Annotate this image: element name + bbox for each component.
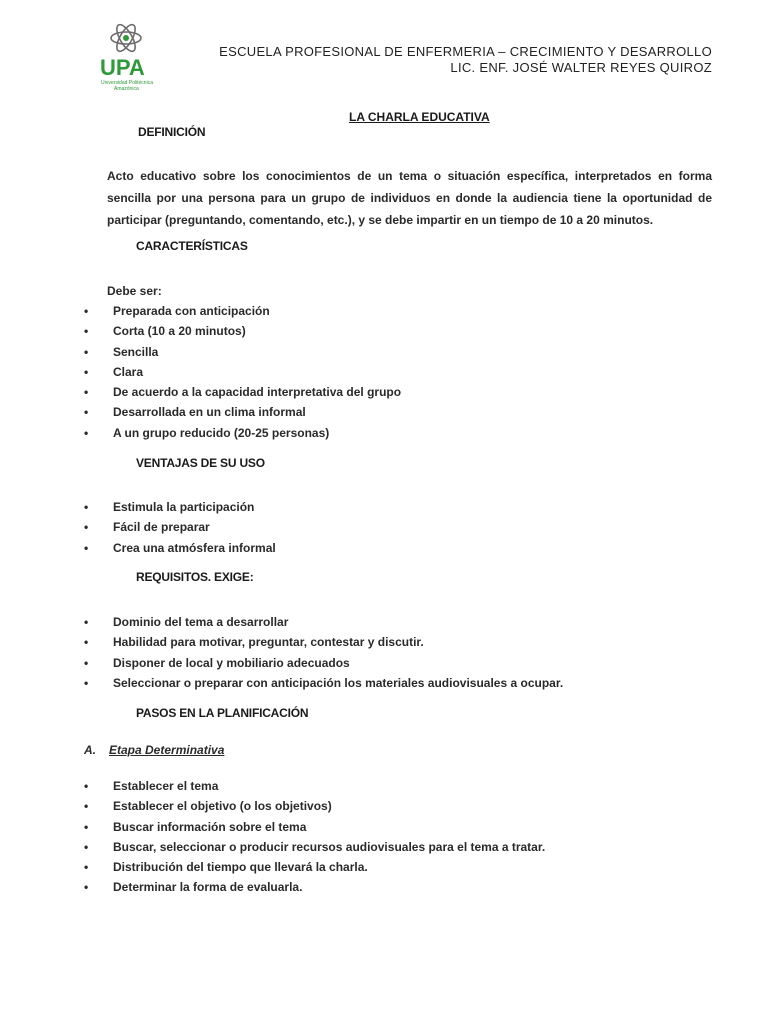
bullet-icon: • [84, 304, 89, 318]
page-header [219, 44, 712, 76]
list-item: • Fácil de preparar [84, 517, 276, 537]
bullet-icon: • [84, 615, 89, 629]
bullet-icon: • [84, 344, 89, 359]
upa-logo [96, 18, 160, 94]
svg-text:Amazónica: Amazónica [114, 86, 139, 92]
requisitos-list [84, 612, 563, 693]
bullet-icon: • [84, 405, 89, 420]
list-item: • Clara [84, 362, 401, 382]
bullet-icon: • [84, 324, 89, 339]
stage-heading [84, 743, 224, 757]
heading-ventajas: VENTAJAS DE SU USO [136, 456, 265, 470]
bullet-icon: • [84, 540, 89, 555]
list-item: • Buscar, seleccionar o producir recursos audiovisuales para el tema a tratar. [84, 837, 545, 857]
stage-name: Etapa Determinativa [109, 743, 225, 757]
svg-text:UPA: UPA [100, 55, 145, 80]
list-item: • Crea una atmósfera informal [84, 538, 276, 558]
bullet-icon: • [84, 839, 89, 854]
bullet-icon: • [84, 364, 89, 379]
bullet-icon: • [84, 860, 89, 875]
list-item: • Corta (10 a 20 minutos) [84, 321, 401, 341]
bullet-icon: • [84, 779, 89, 793]
bullet-icon: • [84, 385, 89, 400]
atom-icon [96, 18, 160, 94]
bullet-icon: • [84, 425, 89, 440]
bullet-icon: • [84, 500, 89, 514]
list-item: • Seleccionar o preparar con anticipación los materiales audiovisuales a ocupar. [84, 673, 563, 693]
list-item: • Sencilla [84, 342, 401, 362]
caracteristicas-list [84, 301, 401, 443]
list-item: • Determinar la forma de evaluarla. [84, 877, 545, 897]
heading-requisitos: REQUISITOS. EXIGE: [136, 570, 254, 584]
heading-caracteristicas: CARACTERÍSTICAS [136, 239, 248, 253]
list-item: • A un grupo reducido (20-25 personas) [84, 423, 401, 443]
bullet-icon: • [84, 880, 89, 895]
bullet-icon: • [84, 819, 89, 834]
header-school: ESCUELA PROFESIONAL DE ENFERMERIA – CRECIMIENTO Y DESARROLLO [219, 44, 712, 59]
heading-pasos: PASOS EN LA PLANIFICACIÓN [136, 706, 309, 720]
bullet-icon: • [84, 635, 89, 650]
document-title: LA CHARLA EDUCATIVA [349, 110, 490, 124]
list-item: • Desarrollada en un clima informal [84, 402, 401, 422]
pasos-list [84, 776, 545, 898]
list-item: • Establecer el objetivo (o los objetivos) [84, 796, 545, 816]
list-item: • Distribución del tiempo que llevará la charla. [84, 857, 545, 877]
bullet-icon: • [84, 655, 89, 670]
list-item: • Habilidad para motivar, preguntar, contestar y discutir. [84, 632, 563, 652]
list-item: • Buscar información sobre el tema [84, 817, 545, 837]
stage-letter: A. [84, 743, 96, 757]
bullet-icon: • [84, 675, 89, 690]
heading-definicion: DEFINICIÓN [138, 125, 206, 139]
ventajas-list [84, 497, 276, 558]
list-item: • Establecer el tema [84, 776, 545, 796]
bullet-icon: • [84, 799, 89, 814]
list-item: • Preparada con anticipación [84, 301, 401, 321]
debe-ser-label: Debe ser: [107, 284, 162, 298]
definition-paragraph: Acto educativo sobre los conocimientos de un tema o situación específica, interpretados en forma sencilla por una persona para un grupo de individuos en donde la audiencia tiene la oportunidad de participar (preguntando, comentando, etc.), y se debe impartir en un tiempo de 10 a 20 minutos. [107, 169, 712, 227]
bullet-icon: • [84, 520, 89, 535]
header-author: LIC. ENF. JOSÉ WALTER REYES QUIROZ [450, 60, 712, 75]
svg-text:Universidad Politécnica: Universidad Politécnica [101, 80, 153, 86]
list-item: • Dominio del tema a desarrollar [84, 612, 563, 632]
list-item: • Estimula la participación [84, 497, 276, 517]
list-item: • De acuerdo a la capacidad interpretativa del grupo [84, 382, 401, 402]
list-item: • Disponer de local y mobiliario adecuados [84, 653, 563, 673]
